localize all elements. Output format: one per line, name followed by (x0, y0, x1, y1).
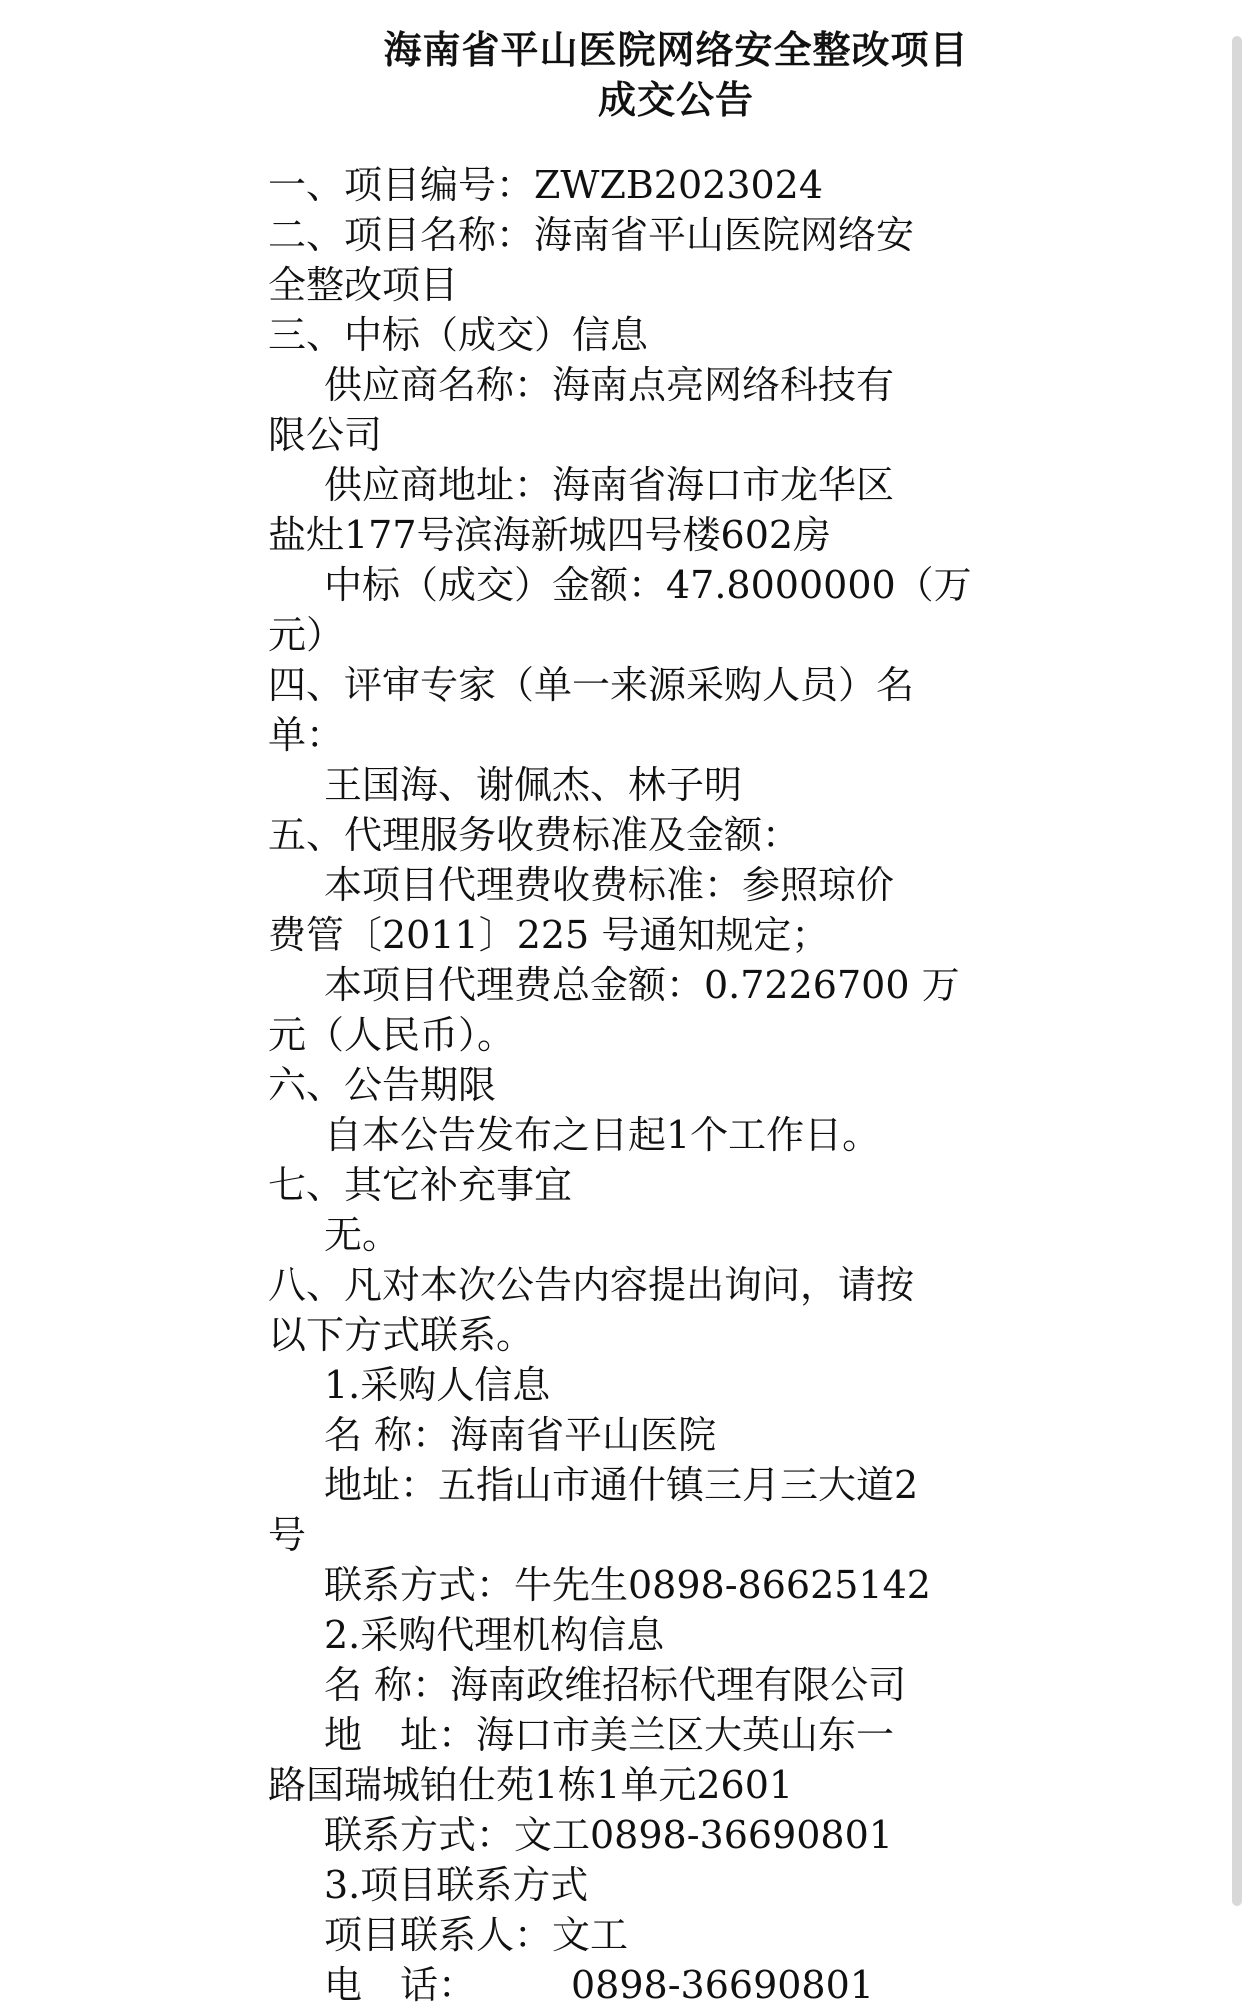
notice-period-text: 自本公告发布之日起1个工作日。 (324, 1113, 881, 1157)
supplier-address-line: 供应商地址：海南省海口市龙华区 (324, 463, 895, 507)
award-info-heading: 三、中标（成交）信息 (268, 313, 649, 357)
purchaser-name: 名 称：海南省平山医院 (324, 1413, 717, 1457)
project-name-line: 二、项目名称：海南省平山医院网络安 (268, 213, 915, 257)
purchaser-contact: 联系方式：牛先生0898-86625142 (324, 1563, 931, 1607)
page-subtitle: 成交公告 (597, 78, 754, 122)
supplier-name-line: 供应商名称：海南点亮网络科技有 (324, 363, 895, 407)
agency-contact: 联系方式：文工0898-36690801 (324, 1813, 893, 1857)
award-amount-line-cont: 元） (268, 613, 345, 657)
purchaser-address-line-cont: 号 (268, 1513, 307, 1557)
agency-name: 名 称：海南政维招标代理有限公司 (324, 1663, 907, 1707)
project-name-line-cont: 全整改项目 (268, 263, 459, 307)
contact-heading: 八、凡对本次公告内容提出询问，请按 (268, 1263, 915, 1307)
project-contact-person: 项目联系人：文工 (324, 1913, 629, 1957)
announcement-body (268, 160, 1008, 2010)
award-amount-line: 中标（成交）金额：47.8000000（万 (324, 563, 972, 607)
supplier-name-line-cont: 限公司 (268, 413, 383, 457)
agency-fee-total-line: 本项目代理费总金额：0.7226700 万 (324, 963, 960, 1007)
agency-fee-total-line-cont: 元（人民币）。 (268, 1013, 516, 1057)
agency-address-line-cont: 路国瑞城铂仕苑1栋1单元2601 (268, 1763, 794, 1807)
experts-heading: 四、评审专家（单一来源采购人员）名 (268, 663, 915, 707)
agency-fee-standard-line: 本项目代理费收费标准：参照琼价 (324, 863, 895, 907)
purchaser-info-heading: 1.采购人信息 (324, 1363, 551, 1407)
agency-address-line: 地 址：海口市美兰区大英山东一 (324, 1713, 895, 1757)
agency-info-heading: 2.采购代理机构信息 (324, 1613, 665, 1657)
project-contact-phone: 电 话： 0898-36690801 (324, 1963, 874, 2007)
page-title: 海南省平山医院网络安全整改项目 (383, 28, 969, 72)
supplier-address-line-cont: 盐灶177号滨海新城四号楼602房 (268, 513, 832, 557)
contact-heading-cont: 以下方式联系。 (268, 1313, 535, 1357)
vertical-scrollbar[interactable] (1232, 36, 1242, 1906)
agency-fee-heading: 五、代理服务收费标准及金额： (268, 813, 801, 857)
project-contact-heading: 3.项目联系方式 (324, 1863, 589, 1907)
other-matters-heading: 七、其它补充事宜 (268, 1163, 573, 1207)
agency-fee-standard-line-cont: 费管〔2011〕225 号通知规定； (268, 913, 830, 957)
purchaser-address-line: 地址：五指山市通什镇三月三大道2 (324, 1463, 919, 1507)
other-matters-text: 无。 (324, 1213, 401, 1257)
project-number-line: 一、项目编号：ZWZB2023024 (268, 163, 824, 207)
experts-heading-cont: 单： (268, 713, 345, 757)
notice-period-heading: 六、公告期限 (268, 1063, 497, 1107)
experts-names: 王国海、谢佩杰、林子明 (324, 763, 743, 807)
